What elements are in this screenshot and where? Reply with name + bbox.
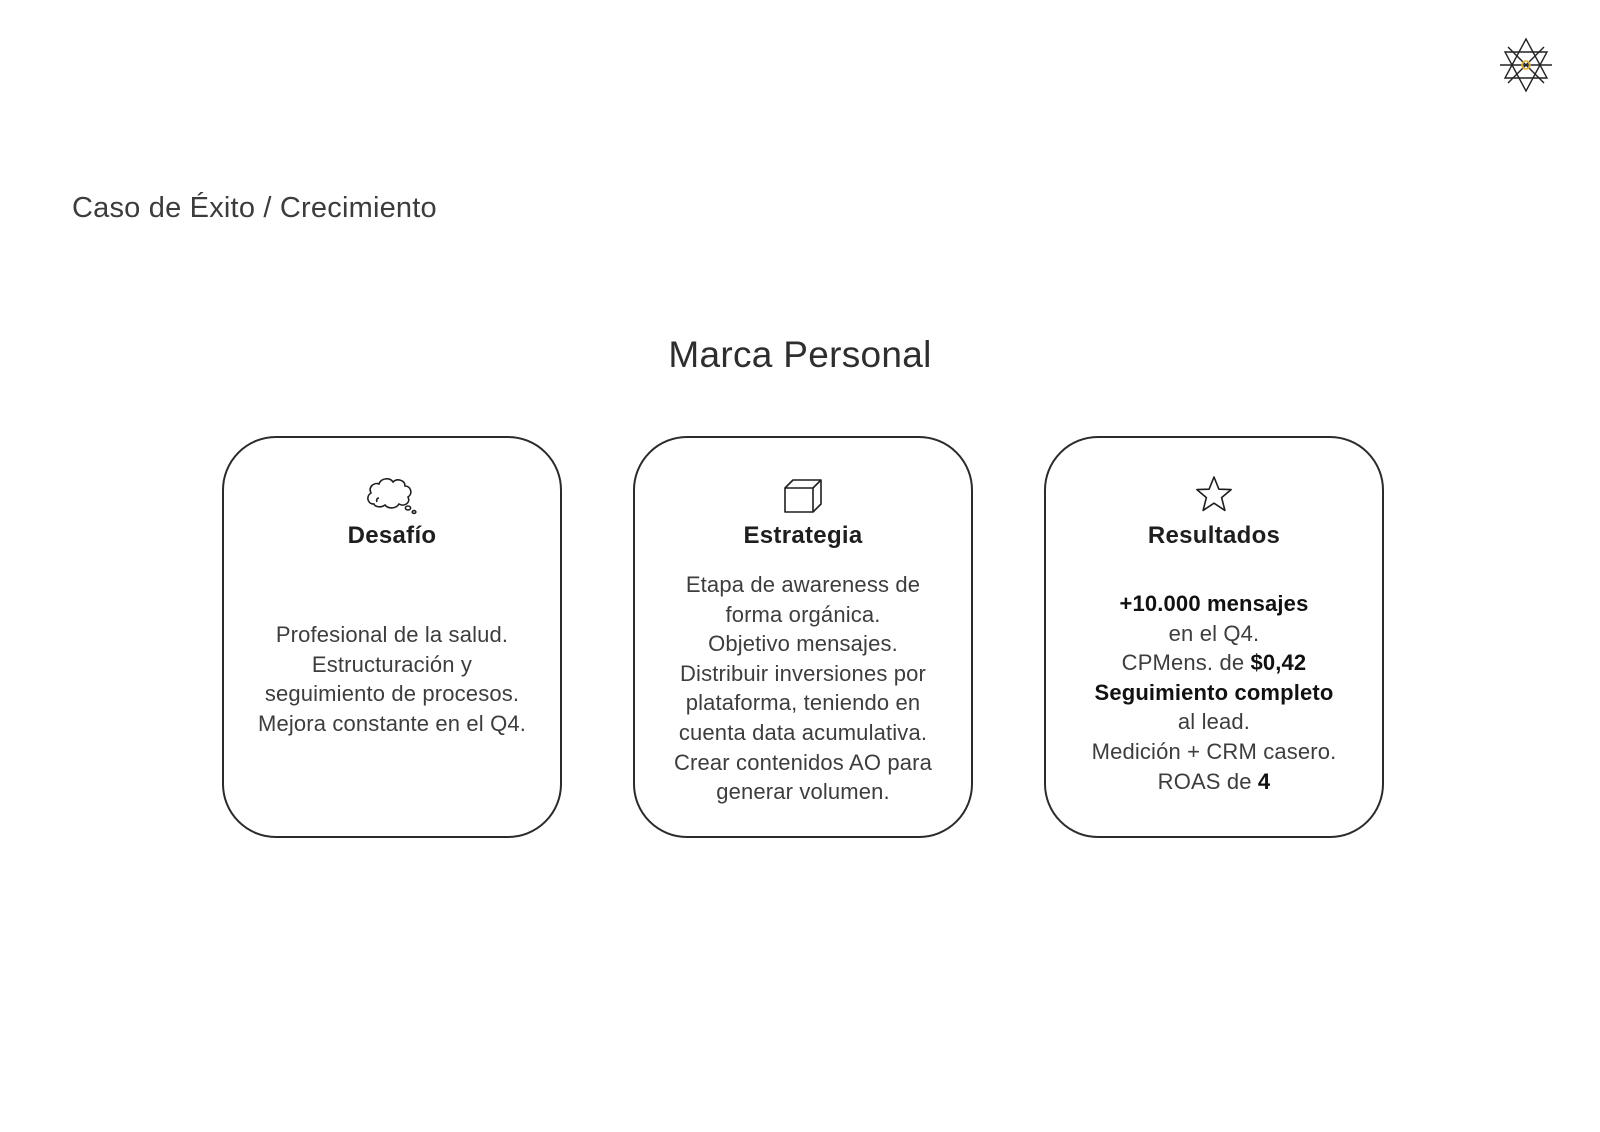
- card-title: Resultados: [1147, 522, 1281, 549]
- body-line: [1054, 767, 1374, 797]
- highlight-text: $0,42: [1250, 650, 1307, 676]
- breadcrumb: Caso de Éxito / Crecimiento: [72, 192, 437, 224]
- highlight-text: +10.000 mensajes: [1119, 591, 1309, 616]
- section-title: Marca Personal: [668, 334, 932, 375]
- card-body: [1054, 589, 1374, 796]
- card-title: Estrategia: [743, 522, 863, 549]
- body-line: generar volumen.: [716, 779, 890, 805]
- body-line: [1054, 648, 1374, 678]
- body-line: plataforma, teniendo en: [685, 690, 921, 716]
- brand-logo: [1497, 36, 1555, 94]
- thought-cloud-icon: [224, 474, 560, 516]
- body-line: Estructuración y: [311, 651, 473, 677]
- body-line: Medición + CRM casero.: [1091, 738, 1337, 764]
- card-desafio: [222, 436, 562, 838]
- body-line: [1054, 678, 1374, 708]
- body-line: forma orgánica.: [725, 601, 881, 627]
- highlight-text: Seguimiento completo: [1094, 679, 1334, 705]
- text-part: CPMens. de: [1121, 650, 1251, 676]
- body-line: seguimiento de procesos.: [264, 681, 520, 707]
- card-body: [232, 620, 552, 738]
- star-icon: [1046, 474, 1382, 516]
- body-line: al lead.: [1177, 709, 1251, 735]
- body-line: en el Q4.: [1168, 620, 1260, 646]
- cube-icon: [635, 474, 971, 516]
- body-line: [1054, 589, 1374, 619]
- body-line: Etapa de awareness de: [685, 572, 921, 597]
- card-title: Desafío: [347, 522, 437, 549]
- card-resultados: [1044, 436, 1384, 838]
- body-line: Objetivo mensajes.: [708, 631, 898, 657]
- card-body: [643, 570, 963, 807]
- card-estrategia: [633, 436, 973, 838]
- body-line: Distribuir inversiones por: [680, 660, 926, 686]
- highlight-text: 4: [1257, 768, 1271, 794]
- text-part: ROAS de: [1157, 768, 1258, 794]
- body-line: Profesional de la salud.: [275, 622, 509, 647]
- body-line: Crear contenidos AO para: [674, 749, 932, 775]
- body-line: cuenta data acumulativa.: [678, 719, 928, 745]
- star-compass-logo-icon: [1497, 36, 1555, 94]
- body-line: Mejora constante en el Q4.: [257, 710, 527, 736]
